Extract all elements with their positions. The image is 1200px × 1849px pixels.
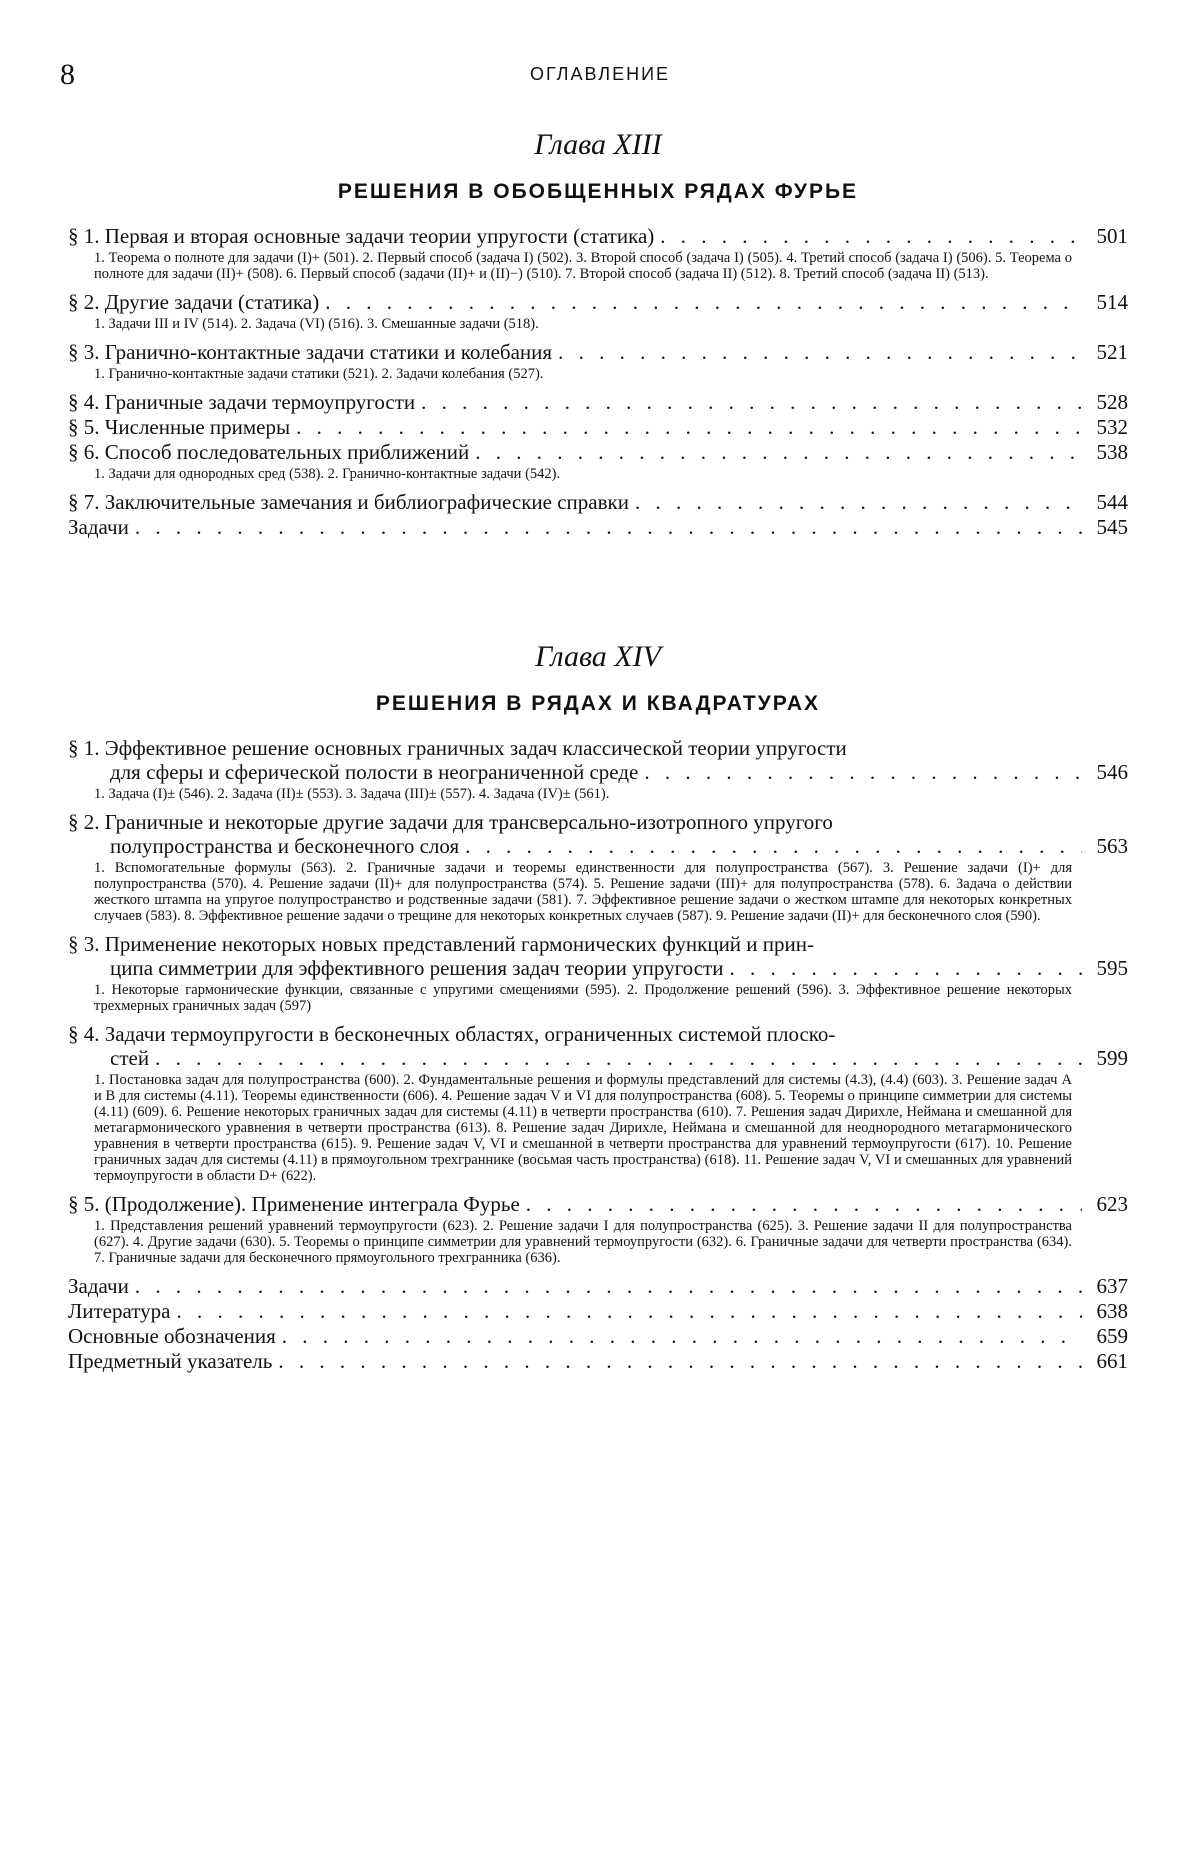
toc-subsections: 1. Задача (I)± (546). 2. Задача (II)± (553). 3. Задача (III)± (557). 4. Задача (IV)± (561). [94,786,610,802]
toc-subsections: 1. Теорема о полноте для задачи (I)+ (501). 2. Первый способ (задача I) (502). 3. Второй способ (задача I) (505). 4. Третий способ (задача I) (506). 5. Теорема о полноте для задачи (II)+ (508). 6. Первый способ (задачи (II)+ и (II)−) (510). 7. Второй способ (задача II) (512). 8. Третий способ (задача II) (513). [94,250,1072,282]
dot-leader [155,1046,1082,1070]
toc-entry [68,1022,1128,1184]
toc-entry-title: § 1. Первая и вторая основные задачи теории упругости (статика) [68,224,655,248]
toc-entry-title: Основные обозначения [68,1324,276,1348]
toc-page-number: 538 [1096,440,1128,464]
toc-entry-title: § 2. Другие задачи (статика) [68,290,320,314]
toc-entry-line [68,1349,1128,1373]
toc-entry-line [68,760,1128,784]
toc-page-number: 532 [1096,415,1128,439]
toc-entry-line [68,415,1128,439]
toc-subsections: 1. Представления решений уравнений термоупругости (623). 2. Решение задачи I для полупространства (625). 3. Решение задачи II для полупространства (627). 4. Другие задачи (630). 5. Теоремы о принципе симметрии для уравнений термоупругости (632). 6. Граничные задачи для четверти пространства (634). 7. Граничные задачи для бесконечного прямоугольного трехгранника (636). [94,1218,1072,1266]
toc-entry-title: ципа симметрии для эффективного решения задач теории упругости [110,956,724,980]
toc-subsections: 1. Гранично-контактные задачи статики (521). 2. Задачи колебания (527). [94,366,544,382]
toc-entry [68,1349,1128,1373]
toc-entry [68,340,1128,382]
dot-leader [421,390,1082,414]
toc-entry-line [68,1192,1128,1216]
toc-entry [68,810,1128,924]
running-head: ОГЛАВЛЕНИЕ [529,64,671,84]
chapter-xiv [68,640,1128,1374]
toc-entry-line [68,1324,1128,1348]
toc-page-number: 599 [1096,1046,1128,1070]
dot-leader [465,834,1082,858]
toc-entry [68,290,1128,332]
toc-entry-line [68,834,1128,858]
toc-entry [68,1324,1128,1348]
toc-page-number: 544 [1096,490,1128,514]
dot-leader [325,290,1082,314]
dot-leader [135,1274,1082,1298]
toc-entry-line [68,440,1128,464]
toc-entry-title: Литература [68,1299,171,1323]
toc-entry [68,515,1128,539]
toc-entry [68,490,1128,514]
dot-leader [135,515,1082,539]
toc-entry [68,224,1128,282]
entry-list [68,736,1128,1373]
toc-entry-line [68,340,1128,364]
toc-page-number: 563 [1096,834,1128,858]
toc-subsections: 1. Некоторые гармонические функции, связанные с упругими смещениями (595). 2. Продолжение решений (596). 3. Эффективное решение некоторых трехмерных граничных задач (597) [94,982,1072,1014]
toc-page-number: 638 [1096,1299,1128,1323]
toc-page-number: 637 [1096,1274,1128,1298]
toc-entry-title: для сферы и сферической полости в неограниченной среде [110,760,639,784]
toc-entry-title: Задачи [68,1274,129,1298]
toc-subsections: 1. Постановка задач для полупространства (600). 2. Фундаментальные решения и формулы представлений для системы (4.3), (4.4) (603). 3. Решение задач A и B для системы (4.11). Теоремы единственности (606). 4. Решение задач V и VI для полупространства (608). 5. Теоремы о принципе симметрии для системы (4.11) (609). 6. Решение некоторых граничных задач для системы (4.11) в четверти пространства (610). 7. Решения задач Дирихле, Неймана и смешанной для метагармонического уравнения в четверти пространства (613). 8. Решение задач Дирихле, Неймана и смешанной для неоднородного метагармонического уравнения в четверти пространства (615). 9. Решение задач V, VI и смешанной в четверти пространства для уравнений термоупругости (617). 10. Решение граничных задач для системы (4.11) в прямоугольном трехграннике (восьмая часть пространства) (618). 11. Решение задач V, VI и смешанных для уравнений термоупругости в области D+ (622). [94,1072,1072,1184]
toc-page-number: 595 [1096,956,1128,980]
toc-entry [68,1299,1128,1323]
chapter-title: РЕШЕНИЯ В ОБОБЩЕННЫХ РЯДАХ ФУРЬЕ [337,180,859,203]
dot-leader [558,340,1082,364]
toc-page-number: 661 [1096,1349,1128,1373]
chapter-title: РЕШЕНИЯ В РЯДАХ И КВАДРАТУРАХ [375,692,821,715]
toc-entry-title: § 6. Способ последовательных приближений [68,440,470,464]
toc-page-number: 528 [1096,390,1128,414]
toc-entry [68,1274,1128,1298]
entry-list [68,224,1128,539]
toc-subsections: 1. Задачи III и IV (514). 2. Задача (VI) (516). 3. Смешанные задачи (518). [94,316,539,332]
toc-subsections: 1. Задачи для однородных сред (538). 2. Гранично-контактные задачи (542). [94,466,561,482]
toc-entry-line [68,390,1128,414]
dot-leader [278,1349,1082,1373]
toc-page-number: 546 [1096,760,1128,784]
toc-entry-line [68,1046,1128,1070]
toc-entry-line [68,1274,1128,1298]
toc-entry-line [68,490,1128,514]
toc-page-number: 545 [1096,515,1128,539]
dot-leader [296,415,1082,439]
toc-page-number: 623 [1096,1192,1128,1216]
toc-entry [68,440,1128,482]
toc-entry-title: § 4. Граничные задачи термоупругости [68,390,416,414]
toc-page-number: 659 [1096,1324,1128,1348]
toc-entry-title: Задачи [68,515,129,539]
toc-entry [68,736,1128,802]
toc-entry [68,1192,1128,1266]
toc-entry-title-line: § 2. Граничные и некоторые другие задачи для трансверсально-изотропного упругого [68,810,833,834]
dot-leader [729,956,1082,980]
toc-entry-line [68,1299,1128,1323]
toc-entry-title-line: § 4. Задачи термоупругости в бесконечных областях, ограниченных системой плоско- [68,1022,836,1046]
dot-leader [660,224,1082,248]
toc-entry-title: § 7. Заключительные замечания и библиографические справки [68,490,629,514]
toc-entry [68,415,1128,439]
dot-leader [644,760,1082,784]
toc-page-number: 501 [1096,224,1128,248]
dot-leader [176,1299,1082,1323]
toc-page-number: 521 [1096,340,1128,364]
chapter-label: Глава XIII [534,128,662,161]
dot-leader [526,1192,1082,1216]
dot-leader [282,1324,1082,1348]
toc-entry-title: § 5. Численные примеры [68,415,291,439]
dot-leader [475,440,1082,464]
toc-entry [68,932,1128,1014]
toc-entry-title: § 3. Гранично-контактные задачи статики и колебания [68,340,553,364]
toc-entry-line [68,290,1128,314]
page-number: 8 [60,58,75,91]
toc-entry-title: § 5. (Продолжение). Применение интеграла Фурье [68,1192,520,1216]
toc-entry-line [68,515,1128,539]
toc-entry [68,390,1128,414]
toc-entry-title: полупространства и бесконечного слоя [110,834,460,858]
toc-subsections: 1. Вспомогательные формулы (563). 2. Граничные задачи и теоремы единственности для полупространства (567). 3. Решение задачи (I)+ для полупространства (570). 4. Решение задачи (II)+ для полупространства (574). 5. Решение задачи (III)+ для полупространства (578). 6. Задача о действии жесткого штампа на упругое полупространство и родственные задачи (581). 7. Эффективное решение задачи о жестком штампе для некоторых конкретных случаев (583). 8. Эффективное решение задачи о трещине для некоторых конкретных случаев (587). 9. Решение задачи (II)+ для бесконечного слоя (590). [94,860,1072,924]
dot-leader [635,490,1082,514]
toc-entry-line [68,224,1128,248]
toc-page-number: 514 [1096,290,1128,314]
toc-entry-title: стей [110,1046,150,1070]
toc-entry-title: Предметный указатель [68,1349,273,1373]
toc-entry-title-line: § 1. Эффективное решение основных граничных задач классической теории упругости [68,736,847,760]
chapter-label: Глава XIV [535,640,661,673]
toc-entry-title-line: § 3. Применение некоторых новых представлений гармонических функций и прин- [68,932,814,956]
chapter-xiii [68,128,1128,540]
toc-entry-line [68,956,1128,980]
